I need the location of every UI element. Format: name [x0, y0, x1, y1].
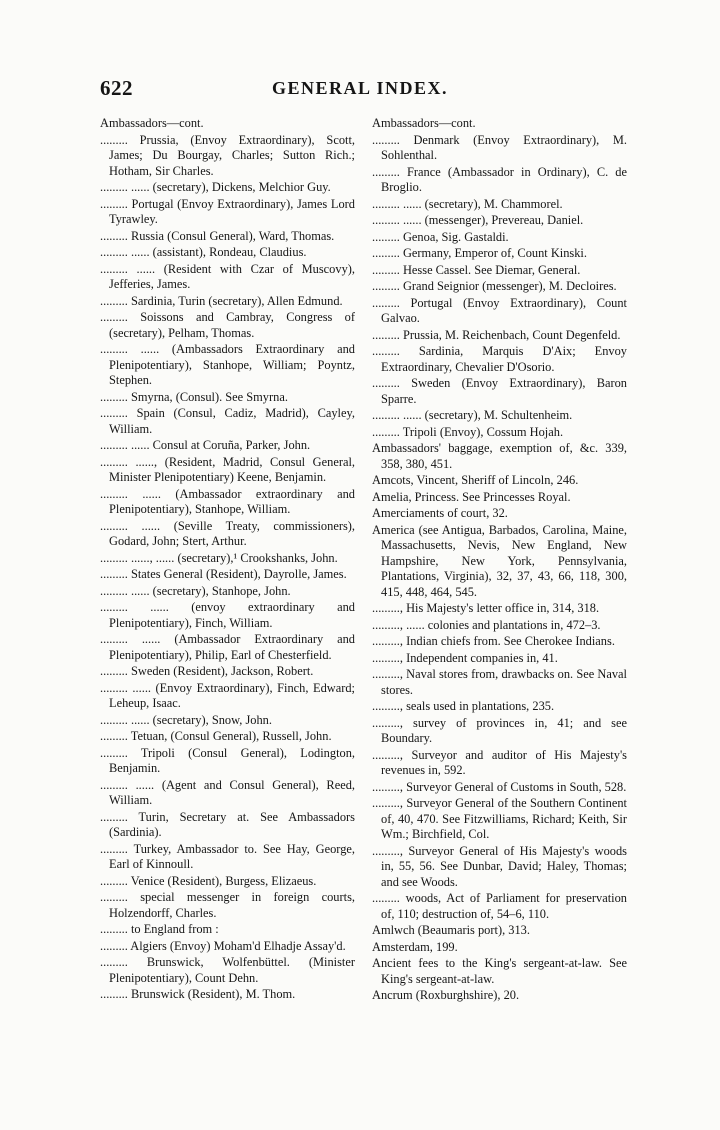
index-entry: ......... ...... (Ambassador Extraordinary and Plenipotentiary), Philip, Earl of Chesterfield.: [100, 632, 355, 662]
running-head: GENERAL INDEX.: [271, 78, 449, 98]
index-entry: ........., seals used in plantations, 235.: [372, 699, 555, 713]
index-entry: ........., Surveyor General of Customs in South, 528.: [372, 779, 627, 794]
index-entry: ......... Tripoli (Envoy), Cossum Hojah.: [372, 424, 564, 439]
index-entry: Amelia, Princess. See Princesses Royal.: [372, 489, 571, 504]
page-number: 622: [100, 76, 133, 100]
index-entry: ......... ...... (Ambassador extraordinary and Plenipotentiary), Stanhope, William.: [100, 486, 355, 516]
index-entry: ......... Turin, Secretary at. See Ambassadors (Sardinia).: [100, 809, 355, 839]
index-entry: ........., survey of provinces in, 41; and see Boundary.: [372, 715, 627, 745]
right-column: [372, 116, 627, 1005]
index-entry: ........., Surveyor and auditor of His Majesty's revenues in, 592.: [372, 747, 627, 777]
index-entry: ......... Prussia, (Envoy Extraordinary), Scott, James; Du Bourgay, Charles; Sutton Rich.; Hotham, Sir Charles.: [100, 132, 355, 178]
index-entry: ......... Hesse Cassel. See Diemar, General.: [372, 262, 581, 277]
left-entry-list: [100, 133, 355, 1003]
index-entry: ......... Tripoli (Consul General), Lodington, Benjamin.: [100, 745, 355, 775]
index-entry: ......... States General (Resident), Dayrolle, James.: [100, 567, 347, 581]
index-entry: ........., Surveyor General of the Southern Continent of, 40, 470. See Fitzwilliams, Richard; Keith, Sir Wm.; Birchfield, Col.: [372, 796, 627, 841]
index-entry: ........., Surveyor General of His Majesty's woods in, 55, 56. See Dunbar, David; Haley, Thomas; and see Woods.: [372, 843, 627, 889]
index-entry: ......... ...... (secretary), Stanhope, John.: [100, 583, 291, 598]
index-entry: ......... Venice (Resident), Burgess, Elizaeus.: [100, 873, 317, 888]
index-entry: ......... ...... (envoy extraordinary and Plenipotentiary), Finch, William.: [100, 600, 355, 630]
index-entry: ......... Sweden (Envoy Extraordinary), Baron Sparre.: [372, 376, 627, 406]
index-entry: ......... ...... (Seville Treaty, commissioners), Godard, John; Stert, Arthur.: [100, 518, 355, 548]
index-entry: Ancient fees to the King's sergeant-at-law. See King's sergeant-at-law.: [372, 956, 627, 986]
index-entry: ......... Algiers (Envoy) Moham'd Elhadje Assay'd.: [100, 938, 346, 953]
index-entry: ......... ...... Consul at Coruña, Parker, John.: [100, 438, 311, 452]
index-entry: ......... Soissons and Cambray, Congress of (secretary), Pelham, Thomas.: [100, 310, 355, 340]
index-entry: ......... Brunswick (Resident), M. Thom.: [100, 987, 296, 1001]
index-entry: ......... ...... (assistant), Rondeau, Claudius.: [100, 245, 307, 259]
right-entry-list: [372, 133, 627, 1004]
index-entry: ........., Independent companies in, 41.: [372, 650, 558, 665]
index-entry: ......... Denmark (Envoy Extraordinary), M. Sohlenthal.: [372, 132, 627, 162]
index-entry: ......... Brunswick, Wolfenbüttel. (Minister Plenipotentiary), Count Dehn.: [100, 955, 355, 985]
index-entry: ......... ...... (Resident with Czar of Muscovy), Jefferies, James.: [100, 261, 355, 291]
index-entry: ......... woods, Act of Parliament for preservation of, 110; destruction of, 54–6, 110.: [372, 891, 627, 921]
index-entry: ......... ......, ...... (secretary),¹ Crookshanks, John.: [100, 550, 338, 565]
index-entry: ........., ...... colonies and plantations in, 472–3.: [372, 617, 601, 632]
index-entry: ......... ...... (secretary), Dickens, Melchior Guy.: [100, 180, 331, 194]
index-entry: ......... ...... (secretary), Snow, John.: [100, 712, 272, 727]
index-entry: ......... ...... (secretary), M. Schultenheim.: [372, 408, 573, 422]
index-entry: America (see Antigua, Barbados, Carolina, Maine, Massachusetts, Nevis, New England, New Hampshire, New York, Pennsylvania, Plantations, Virginia), 32, 37, 43, 66, 118, 300, 415, 448, 464, 545.: [372, 522, 627, 599]
index-entry: ......... Sweden (Resident), Jackson, Robert.: [100, 664, 314, 678]
index-entry: ......... Prussia, M. Reichenbach, Count Degenfeld.: [372, 327, 621, 342]
index-entry: ......... Grand Seignior (messenger), M. Decloires.: [372, 279, 617, 293]
index-entry: Ambassadors' baggage, exemption of, &c. 339, 358, 380, 451.: [372, 441, 627, 471]
index-entry: ........., Indian chiefs from. See Cherokee Indians.: [372, 634, 615, 648]
index-entry: ......... ...... (Agent and Consul General), Reed, William.: [100, 777, 355, 807]
index-entry: Amerciaments of court, 32.: [372, 506, 508, 520]
left-column: [100, 116, 355, 1004]
index-entry: ......... Portugal (Envoy Extraordinary), Count Galvao.: [372, 295, 627, 325]
index-entry: ......... ...... (Ambassadors Extraordinary and Plenipotentiary), Stanhope, William; Poyntz, Stephen.: [100, 342, 355, 387]
index-entry: ......... special messenger in foreign courts, Holzendorff, Charles.: [100, 890, 355, 920]
index-entry: ......... Sardinia, Turin (secretary), Allen Edmund.: [100, 293, 343, 308]
index-entry: ......... Russia (Consul General), Ward, Thomas.: [100, 228, 335, 243]
index-entry: ......... Genoa, Sig. Gastaldi.: [372, 229, 509, 244]
index-entry: ........., Naval stores from, drawbacks on. See Naval stores.: [372, 667, 627, 697]
index-entry: ......... ...... (secretary), M. Chammorel.: [372, 196, 563, 211]
index-entry: ......... to England from :: [100, 922, 219, 936]
index-entry: ......... ...... (Envoy Extraordinary), Finch, Edward; Leheup, Isaac.: [100, 680, 355, 710]
index-entry: Amcots, Vincent, Sheriff of Lincoln, 246.: [372, 473, 579, 487]
column-heading: Ambassadors—cont.: [372, 116, 476, 130]
index-entry: Ancrum (Roxburghshire), 20.: [372, 988, 520, 1002]
index-entry: ......... Germany, Emperor of, Count Kinski.: [372, 246, 587, 260]
index-entry: ......... Tetuan, (Consul General), Russell, John.: [100, 729, 332, 743]
index-entry: ......... France (Ambassador in Ordinary), C. de Broglio.: [372, 164, 627, 194]
index-entry: ......... ......, (Resident, Madrid, Consul General, Minister Plenipotentiary) Keene, Benjamin.: [100, 454, 355, 484]
index-entry: ........., His Majesty's letter office in, 314, 318.: [372, 601, 600, 615]
index-entry: ......... Smyrna, (Consul). See Smyrna.: [100, 389, 288, 404]
index-entry: ......... Sardinia, Marquis D'Aix; Envoy Extraordinary, Chevalier D'Osorio.: [372, 344, 627, 374]
column-heading: Ambassadors—cont.: [100, 116, 204, 130]
index-entry: Amlwch (Beaumaris port), 313.: [372, 923, 530, 937]
index-entry: ......... Portugal (Envoy Extraordinary), James Lord Tyrawley.: [100, 196, 355, 226]
index-entry: ......... Turkey, Ambassador to. See Hay, George, Earl of Kinnoull.: [100, 841, 355, 871]
index-entry: ......... Spain (Consul, Cadiz, Madrid), Cayley, William.: [100, 406, 355, 436]
index-entry: ......... ...... (messenger), Prevereau, Daniel.: [372, 213, 584, 227]
index-entry: Amsterdam, 199.: [372, 939, 458, 954]
